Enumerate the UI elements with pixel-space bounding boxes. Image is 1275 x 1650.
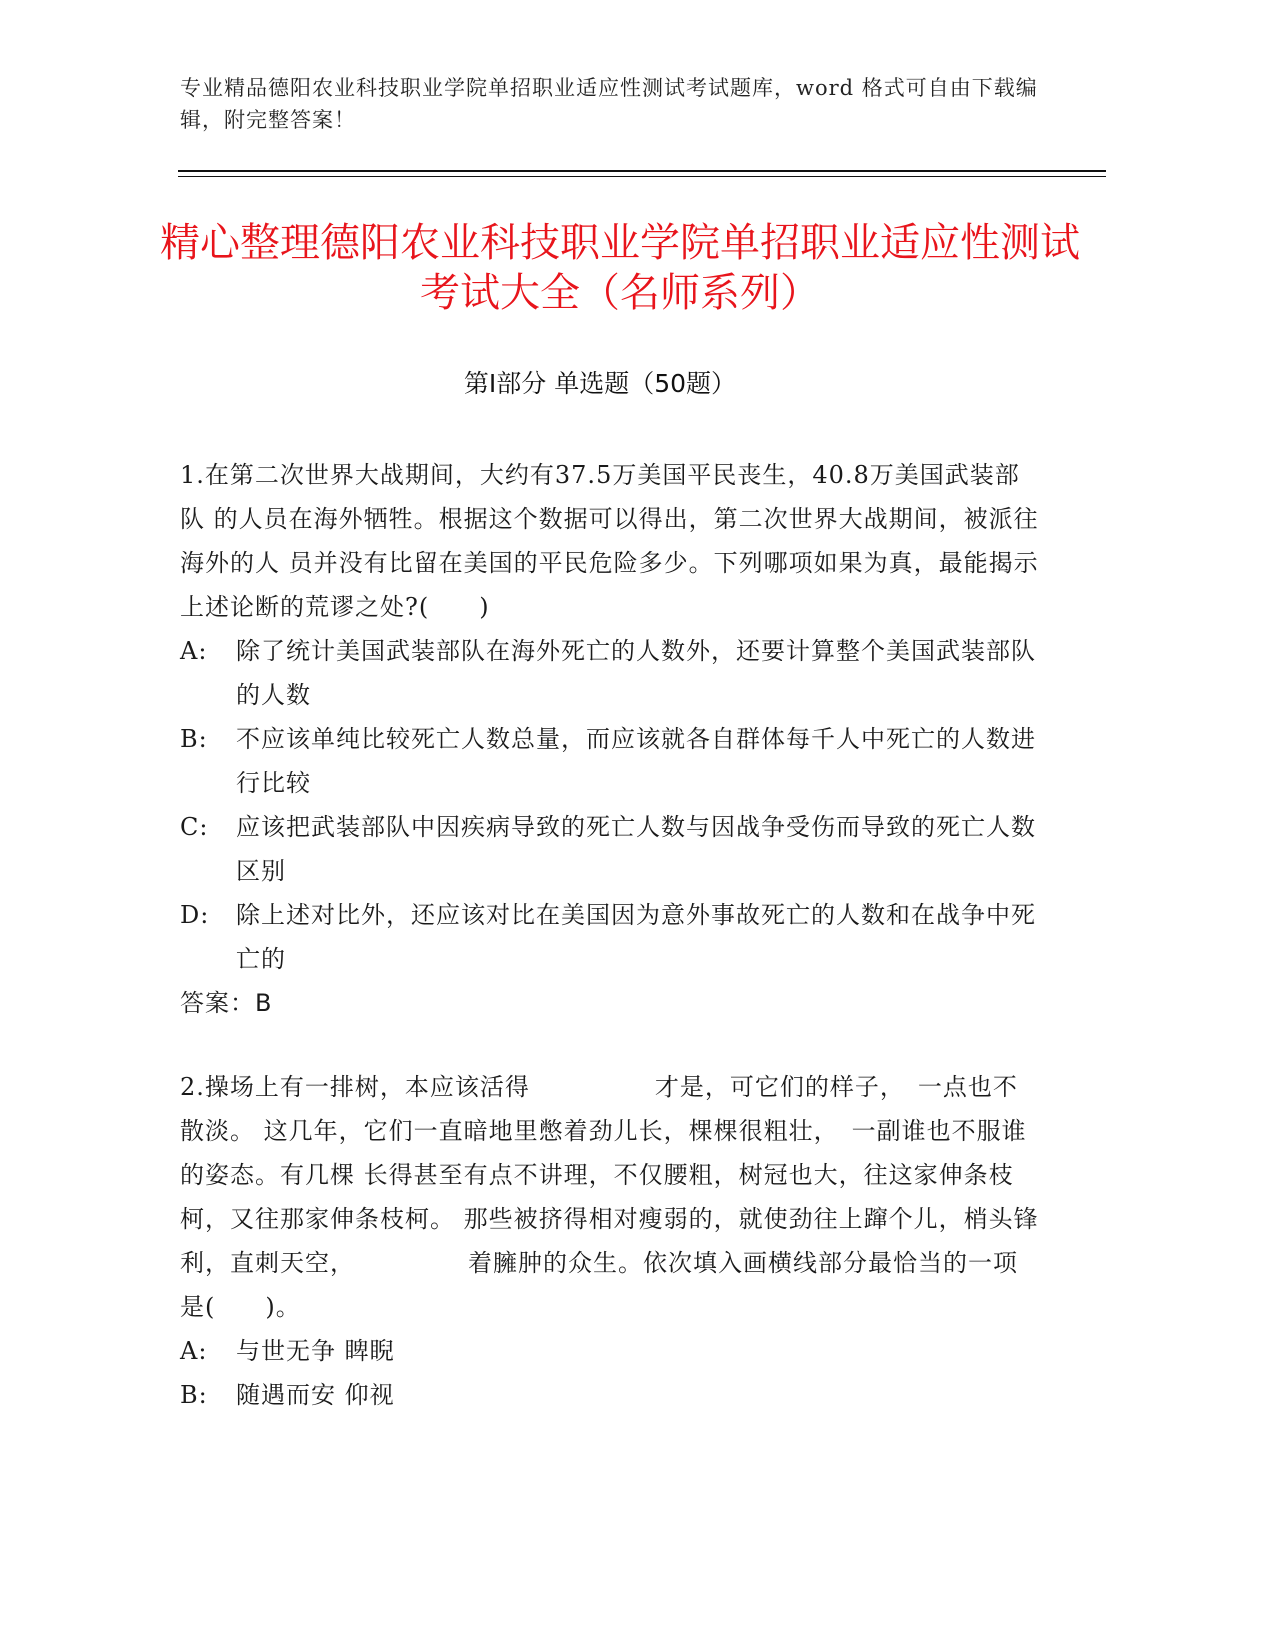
option-letter: B: [180, 1381, 208, 1409]
option-text: 随遇而安 仰视 [236, 1381, 395, 1409]
page-title: 精心整理德阳农业科技职业学院单招职业适应性测试考试大全（名师系列） [160, 220, 1080, 316]
option-text: 除了统计美国武装部队在海外死亡的人数外，还要计算整个美国武装部队的人数 [236, 637, 1036, 709]
header-divider-thin [178, 176, 1106, 177]
option-letter: C: [180, 813, 209, 841]
option-letter: A: [180, 1337, 208, 1365]
option-letter: A: [180, 637, 208, 665]
question-stem: 2.操场上有一排树，本应该活得 才是，可它们的样子， 一点也不散淡。 这几年，它们一直暗地里憋着劲儿长，棵棵很粗壮， 一副谁也不服谁的姿态。有几棵 长得甚至有点不讲理，不仅腰粗，树冠也大，往这家伸条枝柯，又往那家伸条枝柯。 那些被挤得相对瘦弱的，就使劲往上蹿个儿，梢头锋利，直刺天空， 着臃肿的众生。依次填入画横线部分最恰当的一项是( )。 [180, 1073, 1039, 1321]
answer: 答案：B [180, 989, 273, 1017]
question-1 [180, 453, 1040, 1025]
option-b [180, 717, 1040, 805]
option-letter: D: [180, 901, 210, 929]
question-stem: 1.在第二次世界大战期间，大约有37.5万美国平民丧生，40.8万美国武装部队 的人员在海外牺牲。根据这个数据可以得出，第二次世界大战期间，被派往海外的人 员并没有比留在美国的平民危险多少。下列哪项如果为真，最能揭示上述论断的荒谬之处?( ) [180, 461, 1039, 621]
option-c [180, 805, 1040, 893]
header-divider-thick [178, 170, 1106, 172]
header-note: 专业精品德阳农业科技职业学院单招职业适应性测试考试题库，word 格式可自由下载编辑，附完整答案！ [180, 76, 1038, 132]
option-text: 除上述对比外，还应该对比在美国因为意外事故死亡的人数和在战争中死亡的 [236, 901, 1036, 973]
option-text: 应该把武装部队中因疾病导致的死亡人数与因战争受伤而导致的死亡人数区别 [236, 813, 1036, 885]
option-d [180, 893, 1040, 981]
option-text: 与世无争 睥睨 [236, 1337, 395, 1365]
option-b [180, 1373, 1040, 1417]
option-a [180, 1329, 1040, 1373]
option-letter: B: [180, 725, 208, 753]
question-2 [180, 1065, 1040, 1417]
option-a [180, 629, 1040, 717]
option-text: 不应该单纯比较死亡人数总量，而应该就各自群体每千人中死亡的人数进行比较 [236, 725, 1036, 797]
section-heading: 第Ⅰ部分 单选题（50题） [463, 369, 737, 398]
